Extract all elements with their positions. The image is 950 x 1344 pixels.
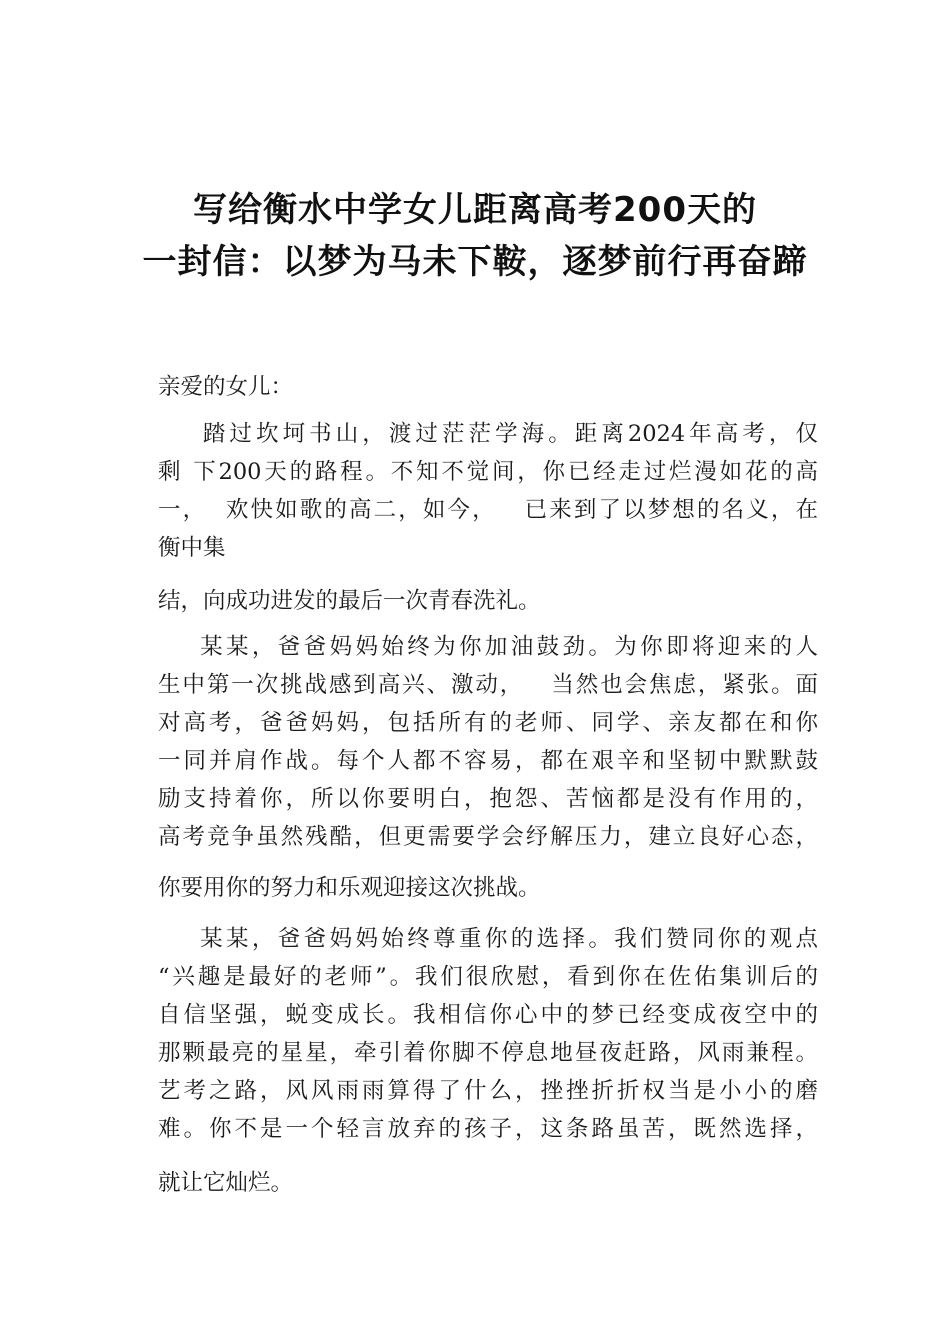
body-line: 衡中集: [158, 535, 226, 561]
document-title-line-2: 一封信：以梦为马未下鞍，逐梦前行再奋蹄: [142, 242, 808, 282]
body-line: 结，向成功进发的最后一次青春洗礼。: [158, 588, 541, 614]
body-line: 某某，爸爸妈妈始终为你加油鼓劲。为你即将迎来的人: [158, 634, 818, 660]
body-line: 励支持着你，所以你要明白，抱怨、苦恼都是没有作用的，: [158, 786, 818, 812]
body-line: 那颗最亮的星星，牵引着你脚不停息地昼夜赶路，风雨兼程。: [158, 1040, 818, 1066]
body-line: 你要用你的努力和乐观迎接这次挑战。: [158, 875, 541, 901]
salutation: 亲爱的女儿：: [158, 374, 294, 400]
body-line: 剩 下200天的路程。不知不觉间，你已经走过烂漫如花的高: [158, 459, 818, 485]
body-line: 对高考，爸爸妈妈，包括所有的老师、同学、亲友都在和你: [158, 710, 818, 736]
body-line: 难。你不是一个轻言放弃的孩子，这条路虽苦，既然选择，: [158, 1116, 818, 1142]
body-line: 踏过坎坷书山，渡过茫茫学海。距离2024年高考，仅: [158, 421, 818, 447]
body-line: 就让它灿烂。: [158, 1170, 294, 1196]
body-line: 艺考之路，风风雨雨算得了什么，挫挫折折权当是小小的磨: [158, 1078, 818, 1104]
body-line: 生中第一次挑战感到高兴、激动， 当然也会焦虑，紧张。面: [158, 672, 818, 698]
document-title-line-1: 写给衡水中学女儿距离高考200天的: [193, 190, 757, 230]
body-line: 一， 欢快如歌的高二，如今， 已来到了以梦想的名义，在: [158, 497, 818, 523]
body-line: 某某，爸爸妈妈始终尊重你的选择。我们赞同你的观点: [158, 926, 818, 952]
body-line: 自信坚强，蜕变成长。我相信你心中的梦已经变成夜空中的: [158, 1002, 818, 1028]
body-line: “兴趣是最好的老师”。我们很欣慰，看到你在佐佑集训后的: [158, 964, 818, 990]
body-line: 一同并肩作战。每个人都不容易，都在艰辛和坚韧中默默鼓: [158, 748, 818, 774]
body-line: 高考竞争虽然残酷，但更需要学会纾解压力，建立良好心态，: [158, 824, 818, 850]
